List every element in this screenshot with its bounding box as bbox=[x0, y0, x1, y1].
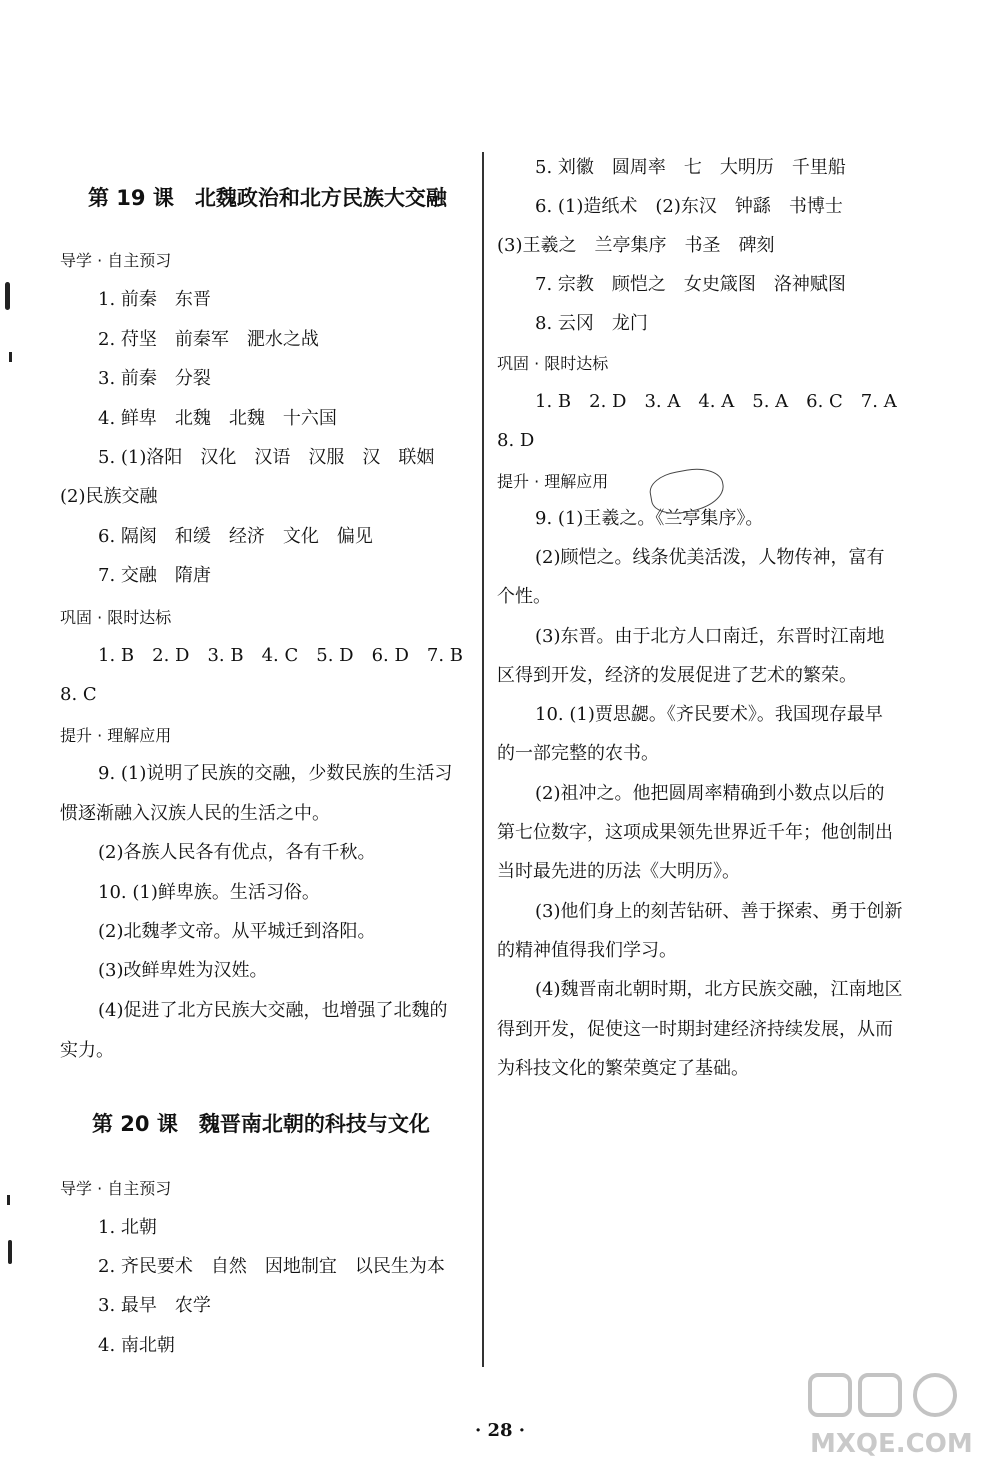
answer-line: 3. 最早 农学 bbox=[98, 1295, 211, 1316]
watermark-text: MXQE.COM bbox=[810, 1429, 973, 1459]
answer-line: (2)祖冲之。他把圆周率精确到小数点以后的 bbox=[535, 783, 885, 804]
answer-line: 1. B 2. D 3. B 4. C 5. D 6. D 7. B bbox=[98, 645, 464, 666]
answer-line: (2)顾恺之。线条优美活泼，人物传神，富有 bbox=[535, 547, 885, 568]
lesson-19-title: 第 19 课 北魏政治和北方民族大交融 bbox=[88, 186, 447, 210]
section-heading: 提升 · 理解应用 bbox=[497, 472, 609, 491]
section-heading: 巩固 · 限时达标 bbox=[497, 354, 609, 373]
watermark-logo bbox=[800, 1370, 990, 1465]
page-number: · 28 · bbox=[474, 1420, 526, 1441]
answer-line: (3)改鲜卑姓为汉姓。 bbox=[98, 960, 268, 981]
answer-line: 1. 北朝 bbox=[98, 1217, 157, 1238]
answer-line: 6. 隔阂 和缓 经济 文化 偏见 bbox=[98, 526, 373, 547]
answer-line: 的精神值得我们学习。 bbox=[497, 940, 677, 961]
answer-line: (2)民族交融 bbox=[60, 486, 158, 507]
answer-line: 2. 苻坚 前秦军 淝水之战 bbox=[98, 329, 319, 350]
answer-line: (3)他们身上的刻苦钻研、善于探索、勇于创新 bbox=[535, 901, 903, 922]
answer-line: 区得到开发，经济的发展促进了艺术的繁荣。 bbox=[497, 665, 857, 686]
answer-line: 8. C bbox=[60, 684, 97, 705]
answer-line: 8. D bbox=[497, 430, 535, 451]
answer-line: 8. 云冈 龙门 bbox=[535, 313, 648, 334]
answer-line: 当时最先进的历法《大明历》。 bbox=[497, 861, 740, 882]
lesson-20-title: 第 20 课 魏晋南北朝的科技与文化 bbox=[92, 1112, 430, 1136]
answer-line: (3)东晋。由于北方人口南迁，东晋时江南地 bbox=[535, 626, 885, 647]
answer-line: (4)促进了北方民族大交融，也增强了北魏的 bbox=[98, 1000, 448, 1021]
answer-line: 实力。 bbox=[60, 1040, 114, 1061]
answer-line: 的一部完整的农书。 bbox=[497, 743, 659, 764]
section-heading: 提升 · 理解应用 bbox=[60, 726, 172, 745]
answer-line: 10. (1)鲜卑族。生活习俗。 bbox=[98, 882, 320, 903]
scan-mark bbox=[8, 1240, 12, 1264]
answer-line: (4)魏晋南北朝时期，北方民族交融，江南地区 bbox=[535, 979, 903, 1000]
answer-line: 4. 鲜卑 北魏 北魏 十六国 bbox=[98, 408, 337, 429]
answer-line: (2)各族人民各有优点，各有千秋。 bbox=[98, 842, 376, 863]
section-heading: 导学 · 自主预习 bbox=[60, 1179, 172, 1198]
answer-line: 6. (1)造纸术 (2)东汉 钟繇 书博士 bbox=[535, 196, 843, 217]
scan-mark bbox=[7, 1195, 10, 1205]
answer-line: 9. (1)王羲之。《兰亭集序》。 bbox=[535, 508, 764, 529]
answer-line: 第七位数字，这项成果领先世界近千年；他创制出 bbox=[497, 822, 893, 843]
answer-line: 为科技文化的繁荣奠定了基础。 bbox=[497, 1058, 749, 1079]
scan-mark bbox=[9, 352, 12, 362]
answer-line: 2. 齐民要术 自然 因地制宜 以民生为本 bbox=[98, 1256, 445, 1277]
answer-line: (2)北魏孝文帝。从平城迁到洛阳。 bbox=[98, 921, 376, 942]
answer-line: 7. 宗教 顾恺之 女史箴图 洛神赋图 bbox=[535, 274, 846, 295]
answer-line: 5. (1)洛阳 汉化 汉语 汉服 汉 联姻 bbox=[98, 447, 435, 468]
answer-line: 1. B 2. D 3. A 4. A 5. A 6. C 7. A bbox=[535, 391, 897, 412]
answer-line: 得到开发，促使这一时期封建经济持续发展，从而 bbox=[497, 1019, 893, 1040]
section-heading: 导学 · 自主预习 bbox=[60, 251, 172, 270]
answer-line: 惯逐渐融入汉族人民的生活之中。 bbox=[60, 803, 330, 824]
answer-line: 4. 南北朝 bbox=[98, 1335, 175, 1356]
answer-line: 个性。 bbox=[497, 586, 551, 607]
scan-mark bbox=[5, 282, 10, 310]
answer-line: 9. (1)说明了民族的交融，少数民族的生活习 bbox=[98, 763, 453, 784]
answer-line: 5. 刘徽 圆周率 七 大明历 千里船 bbox=[535, 157, 846, 178]
column-divider bbox=[482, 152, 484, 1367]
answer-line: 1. 前秦 东晋 bbox=[98, 289, 211, 310]
answer-line: (3)王羲之 兰亭集序 书圣 碑刻 bbox=[497, 235, 775, 256]
answer-line: 3. 前秦 分裂 bbox=[98, 368, 211, 389]
section-heading: 巩固 · 限时达标 bbox=[60, 608, 172, 627]
answer-line: 7. 交融 隋唐 bbox=[98, 565, 211, 586]
answer-line: 10. (1)贾思勰。《齐民要术》。我国现存最早 bbox=[535, 704, 883, 725]
